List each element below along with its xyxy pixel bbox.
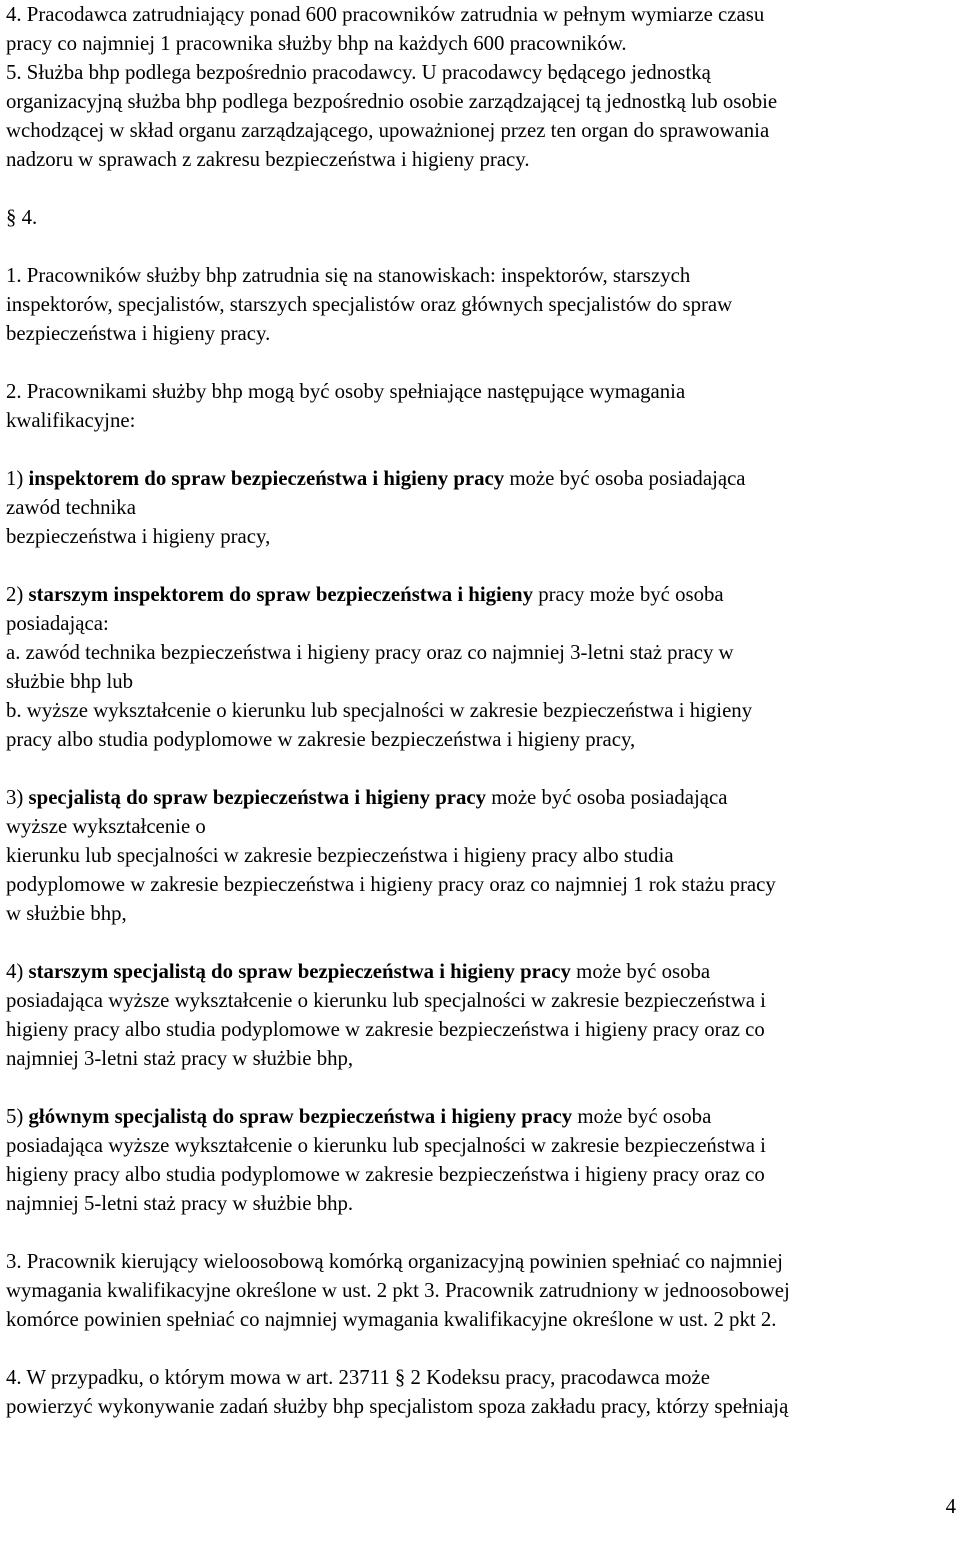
text-run: powierzyć wykonywanie zadań służby bhp specjalistom spoza zakładu pracy, którzy spełniają <box>6 1395 789 1418</box>
text-run: 2. Pracownikami służby bhp mogą być osoby spełniające następujące wymagania <box>6 380 686 403</box>
text-run: bezpieczeństwa i higieny pracy, <box>6 525 271 548</box>
text-run: posiadająca: <box>6 612 109 635</box>
text-line <box>6 0 958 29</box>
text-run: b. wyższe wykształcenie o kierunku lub specjalności w zakresie bezpieczeństwa i higieny <box>6 699 753 722</box>
text-line <box>6 696 958 725</box>
paragraph-gap <box>6 174 958 203</box>
text-line <box>6 290 958 319</box>
text-run: 5. Służba bhp podlega bezpośrednio pracodawcy. U pracodawcy będącego jednostką <box>6 61 711 84</box>
text-run: 4. Pracodawca zatrudniający ponad 600 pracowników zatrudnia w pełnym wymiarze czasu <box>6 3 765 26</box>
text-run: pracy albo studia podyplomowe w zakresie bezpieczeństwa i higieny pracy, <box>6 728 636 751</box>
text-line <box>6 1044 958 1073</box>
paragraph-gap <box>6 1218 958 1247</box>
text-run: wyższe wykształcenie o <box>6 815 206 838</box>
text-line <box>6 1247 958 1276</box>
text-line <box>6 29 958 58</box>
text-line <box>6 1392 958 1421</box>
text-line <box>6 116 958 145</box>
paragraph-gap <box>6 1334 958 1363</box>
text-line <box>6 522 958 551</box>
text-line <box>6 812 958 841</box>
text-line <box>6 870 958 899</box>
text-run: pracy może być osoba <box>533 583 724 606</box>
text-line <box>6 406 958 435</box>
text-run: najmniej 3-letni staż pracy w służbie bhp, <box>6 1047 354 1070</box>
text-run: 4. W przypadku, o którym mowa w art. 23711 § 2 Kodeksu pracy, pracodawca może <box>6 1366 711 1389</box>
text-run: posiadająca wyższe wykształcenie o kierunku lub specjalności w zakresie bezpieczeństwa i <box>6 1134 766 1157</box>
text-line <box>6 1276 958 1305</box>
text-line <box>6 1131 958 1160</box>
text-run: komórce powinien spełniać co najmniej wymagania kwalifikacyjne określone w ust. 2 pkt 2. <box>6 1308 777 1331</box>
text-run: zawód technika <box>6 496 136 519</box>
text-run: a. zawód technika bezpieczeństwa i higieny pracy oraz co najmniej 3-letni staż pracy w <box>6 641 734 664</box>
text-line <box>6 1305 958 1334</box>
text-run: może być osoba posiadająca <box>504 467 746 490</box>
text-run: może być osoba <box>570 960 711 983</box>
document-page <box>6 0 958 1421</box>
text-line <box>6 1189 958 1218</box>
text-line <box>6 783 958 812</box>
text-run: 2) <box>6 583 29 606</box>
bold-text: głównym specjalistą do spraw bezpieczeństwa i higieny pracy <box>28 1105 573 1128</box>
text-run: może być osoba <box>572 1105 712 1128</box>
text-run: higieny pracy albo studia podyplomowe w zakresie bezpieczeństwa i higieny pracy oraz co <box>6 1163 765 1186</box>
text-run: wymagania kwalifikacyjne określone w ust. 2 pkt 3. Pracownik zatrudniony w jednoosobowej <box>6 1279 790 1302</box>
text-run: 3. Pracownik kierujący wieloosobową komórką organizacyjną powinien spełniać co najmniej <box>6 1250 783 1273</box>
text-line <box>6 203 958 232</box>
bold-text: starszym specjalistą do spraw bezpieczeństwa i higieny pracy <box>28 960 571 983</box>
text-line <box>6 58 958 87</box>
paragraph-gap <box>6 754 958 783</box>
paragraph-gap <box>6 435 958 464</box>
text-run: organizacyjną służba bhp podlega bezpośrednio osobie zarządzającej tą jednostką lub osobie <box>6 90 778 113</box>
text-line <box>6 1363 958 1392</box>
text-run: 4) <box>6 960 29 983</box>
bold-text: starszym inspektorem do spraw bezpieczeństwa i higieny <box>28 583 534 606</box>
text-run: wchodzącej w skład organu zarządzającego, upoważnionej przez ten organ do sprawowania <box>6 119 770 142</box>
paragraph-gap <box>6 1073 958 1102</box>
text-line <box>6 493 958 522</box>
text-line <box>6 609 958 638</box>
text-run: bezpieczeństwa i higieny pracy. <box>6 322 271 345</box>
page-number: 4 <box>945 1495 956 1518</box>
text-run: służbie bhp lub <box>6 670 134 693</box>
text-line <box>6 261 958 290</box>
bold-text: specjalistą do spraw bezpieczeństwa i higieny pracy <box>28 786 487 809</box>
text-run: podyplomowe w zakresie bezpieczeństwa i higieny pracy oraz co najmniej 1 rok stażu pracy <box>6 873 776 896</box>
text-line <box>6 580 958 609</box>
text-line <box>6 87 958 116</box>
text-run: inspektorów, specjalistów, starszych specjalistów oraz głównych specjalistów do spraw <box>6 293 733 316</box>
paragraph-gap <box>6 232 958 261</box>
paragraph-gap <box>6 928 958 957</box>
text-run: 1) <box>6 467 29 490</box>
text-line <box>6 899 958 928</box>
text-line <box>6 377 958 406</box>
text-run: 1. Pracowników służby bhp zatrudnia się na stanowiskach: inspektorów, starszych <box>6 264 691 287</box>
text-line <box>6 667 958 696</box>
text-line <box>6 1015 958 1044</box>
text-run: kierunku lub specjalności w zakresie bezpieczeństwa i higieny pracy albo studia <box>6 844 674 867</box>
text-run: posiadająca wyższe wykształcenie o kierunku lub specjalności w zakresie bezpieczeństwa i <box>6 989 766 1012</box>
text-line <box>6 319 958 348</box>
text-run: 3) <box>6 786 29 809</box>
text-line <box>6 1102 958 1131</box>
paragraph-gap <box>6 551 958 580</box>
text-line <box>6 957 958 986</box>
text-run: higieny pracy albo studia podyplomowe w zakresie bezpieczeństwa i higieny pracy oraz co <box>6 1018 765 1041</box>
text-line <box>6 841 958 870</box>
paragraph-gap <box>6 348 958 377</box>
bold-text: inspektorem do spraw bezpieczeństwa i higieny pracy <box>28 467 505 490</box>
text-line <box>6 1160 958 1189</box>
text-run: najmniej 5-letni staż pracy w służbie bhp. <box>6 1192 354 1215</box>
text-run: nadzoru w sprawach z zakresu bezpieczeństwa i higieny pracy. <box>6 148 530 171</box>
text-run: może być osoba posiadająca <box>486 786 728 809</box>
text-line <box>6 986 958 1015</box>
text-line <box>6 725 958 754</box>
text-run: 5) <box>6 1105 29 1128</box>
text-line <box>6 145 958 174</box>
text-run: kwalifikacyjne: <box>6 409 136 432</box>
text-run: w służbie bhp, <box>6 902 127 925</box>
text-line <box>6 638 958 667</box>
text-run: § 4. <box>6 206 38 229</box>
text-line <box>6 464 958 493</box>
text-run: pracy co najmniej 1 pracownika służby bhp na każdych 600 pracowników. <box>6 32 627 55</box>
